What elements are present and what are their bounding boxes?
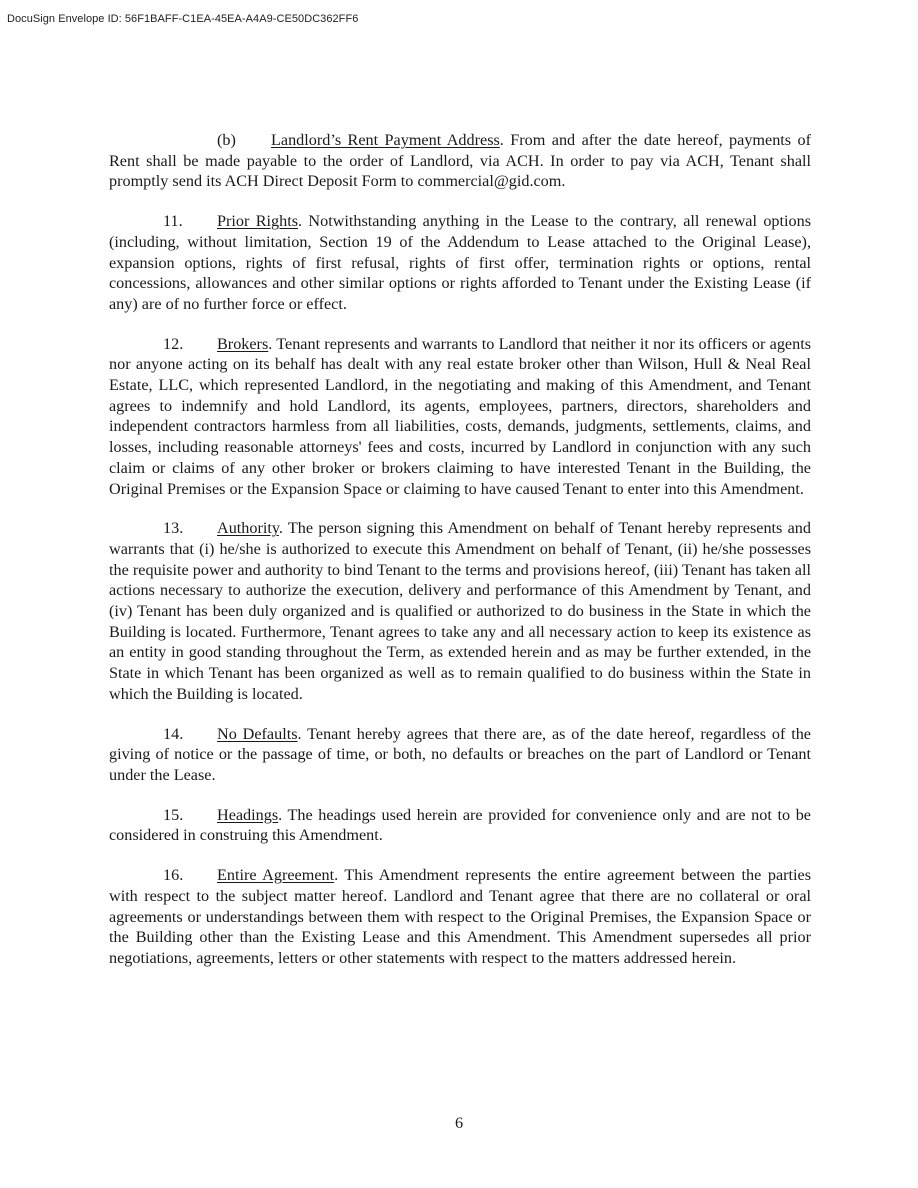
section-heading: Headings	[217, 805, 279, 824]
section-heading: Entire Agreement	[217, 866, 335, 885]
section-number: 12.	[163, 334, 184, 353]
docusign-envelope-id: DocuSign Envelope ID: 56F1BAFF-C1EA-45EA-A4A9-CE50DC362FF6	[7, 13, 359, 25]
section-13-authority	[109, 518, 811, 704]
section-number: 13.	[163, 519, 184, 538]
section-11-prior-rights	[109, 211, 811, 315]
section-number: 15.	[163, 805, 184, 824]
section-text: . Tenant hereby agrees that there are, as of the date hereof, regardless of the giving of notice or the passage of time, or both, no defaults or breaches on the part of Landlord or Tenant under the Lease.	[109, 724, 811, 784]
section-text: . The person signing this Amendment on behalf of Tenant hereby represents and warrants that (i) he/she is authorized to execute this Amendment on behalf of Tenant, (ii) he/she possesses the requisite power and authority to bind Tenant to the terms and provisions hereof, (iii) Tenant has taken all actions necessary to authorize the execution, delivery and performance of this Amendment by Tenant, and (iv) Tenant has been duly organized and is qualified or authorized to do business in the State in which the Building is located. Furthermore, Tenant agrees to take any and all necessary action to keep its existence as an entity in good standing throughout the Term, as extended herein and as may be further extended, in the State in which Tenant has been organized as well as to remain qualified to do business within the State in which the Building is located.	[109, 519, 811, 703]
section-heading: Landlord’s Rent Payment Address	[271, 131, 500, 149]
section-16-entire-agreement	[109, 865, 811, 969]
section-15-headings	[109, 805, 811, 846]
section-heading: Brokers	[217, 334, 269, 353]
section-number: 14.	[163, 724, 184, 743]
section-number: 16.	[163, 866, 184, 885]
section-text: . The headings used herein are provided for convenience only and are not to be considered in construing this Amendment.	[109, 805, 811, 845]
section-14-no-defaults	[109, 724, 811, 786]
section-heading: No Defaults	[217, 724, 298, 743]
section-12-brokers	[109, 334, 811, 500]
document-body	[109, 130, 811, 969]
section-number: (b)	[217, 131, 236, 149]
section-text: . Notwithstanding anything in the Lease to the contrary, all renewal options (including, without limitation, Section 19 of the Addendum to Lease attached to the Original Lease), expansion options, rights of first refusal, rights of first offer, termination rights or options, rental concessions, allowances and other similar options or rights afforded to Tenant under the Existing Lease (if any) are of no further force or effect.	[109, 212, 811, 313]
section-number: 11.	[163, 212, 183, 231]
section-heading: Authority	[217, 519, 279, 538]
section-heading: Prior Rights	[217, 212, 299, 231]
section-text: . From and after the date hereof, payments of Rent shall be made payable to the order of Landlord, via ACH. In order to pay via ACH, Tenant shall promptly send its ACH Direct Deposit Form to commercial@gid.com.	[109, 131, 811, 191]
section-b-rent-payment-address	[109, 130, 811, 192]
page-number: 6	[454, 1114, 464, 1132]
section-text: . This Amendment represents the entire agreement between the parties with respect to the subject matter hereof. Landlord and Tenant agree that there are no collateral or oral agreements or understandings between them with respect to the Original Premises, the Expansion Space or the Building other than the Existing Lease and this Amendment. This Amendment supersedes all prior negotiations, agreements, letters or other statements with respect to the matters addressed herein.	[109, 866, 811, 967]
section-text: . Tenant represents and warrants to Landlord that neither it nor its officers or agents nor anyone acting on its behalf has dealt with any real estate broker other than Wilson, Hull & Neal Real Estate, LLC, which represented Landlord, in the negotiating and making of this Amendment, and Tenant agrees to indemnify and hold Landlord, its agents, employees, partners, directors, shareholders and independent contractors harmless from all liabilities, costs, demands, judgments, settlements, claims, and losses, including reasonable attorneys' fees and costs, incurred by Landlord in conjunction with any such claim or claims of any other broker or brokers claiming to have interested Tenant in the Building, the Original Premises or the Expansion Space or claiming to have caused Tenant to enter into this Amendment.	[109, 334, 811, 498]
